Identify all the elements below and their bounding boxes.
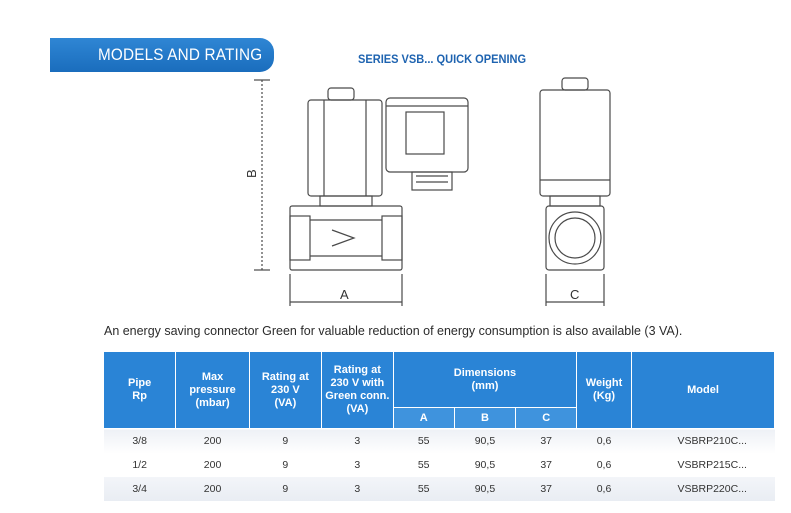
table-row xyxy=(104,477,775,501)
cell-dim-a: 55 xyxy=(393,477,454,501)
flow-arrow xyxy=(332,230,354,246)
cell-dim-b: 90,5 xyxy=(454,453,516,477)
coil-body xyxy=(308,100,382,196)
coil-cap xyxy=(328,88,354,100)
header-pipe: Pipe Rp xyxy=(104,352,176,429)
header-green-rating: Rating at 230 V with Green conn. (VA) xyxy=(321,352,393,429)
cable-gland xyxy=(412,172,452,190)
dimension-c-label: C xyxy=(570,287,580,302)
header-rating: Rating at 230 V (VA) xyxy=(249,352,321,429)
header-model: Model xyxy=(632,352,775,429)
cell-green: 3 xyxy=(321,477,393,501)
cell-green: 3 xyxy=(321,453,393,477)
header-weight: Weight (Kg) xyxy=(577,352,632,429)
cell-pressure: 200 xyxy=(176,477,250,501)
cell-pipe: 3/4 xyxy=(104,477,176,501)
cell-pipe: 3/8 xyxy=(104,429,176,454)
section-banner xyxy=(50,38,274,72)
cell-rating: 9 xyxy=(249,477,321,501)
header-dim-a: A xyxy=(393,408,454,429)
series-title: SERIES VSB... QUICK OPENING xyxy=(358,52,527,66)
dimension-b-label: B xyxy=(244,169,259,178)
cell-pipe: 1/2 xyxy=(104,453,176,477)
cell-dim-c: 37 xyxy=(516,429,577,454)
table-row xyxy=(104,429,775,454)
cell-pressure: 200 xyxy=(176,429,250,454)
cell-dim-c: 37 xyxy=(516,453,577,477)
connector-body xyxy=(386,98,468,172)
dimension-a-label: A xyxy=(340,287,349,302)
cell-model: VSBRP210C... xyxy=(632,429,775,454)
energy-note: An energy saving connector Green for valuable reduction of energy consumption is also available (3 VA). xyxy=(104,323,683,338)
header-dim-c: C xyxy=(516,408,577,429)
header-dim-b: B xyxy=(454,408,516,429)
section-title: MODELS AND RATING xyxy=(98,45,263,64)
cell-dim-b: 90,5 xyxy=(454,429,516,454)
cell-model: VSBRP220C... xyxy=(632,477,775,501)
cell-pressure: 200 xyxy=(176,453,250,477)
cell-weight: 0,6 xyxy=(577,477,632,501)
header-dimensions: Dimensions (mm) xyxy=(393,352,576,408)
cell-rating: 9 xyxy=(249,429,321,454)
table-row xyxy=(104,453,775,477)
cell-model: VSBRP215C... xyxy=(632,453,775,477)
header-pressure: Max pressure (mbar) xyxy=(176,352,250,429)
models-table xyxy=(103,351,775,501)
cell-rating: 9 xyxy=(249,453,321,477)
cell-dim-a: 55 xyxy=(393,429,454,454)
cell-dim-c: 37 xyxy=(516,477,577,501)
connector-window xyxy=(406,112,444,154)
cell-weight: 0,6 xyxy=(577,429,632,454)
cell-weight: 0,6 xyxy=(577,453,632,477)
cell-dim-b: 90,5 xyxy=(454,477,516,501)
cell-green: 3 xyxy=(321,429,393,454)
valve-drawing xyxy=(240,70,620,310)
cell-dim-a: 55 xyxy=(393,453,454,477)
